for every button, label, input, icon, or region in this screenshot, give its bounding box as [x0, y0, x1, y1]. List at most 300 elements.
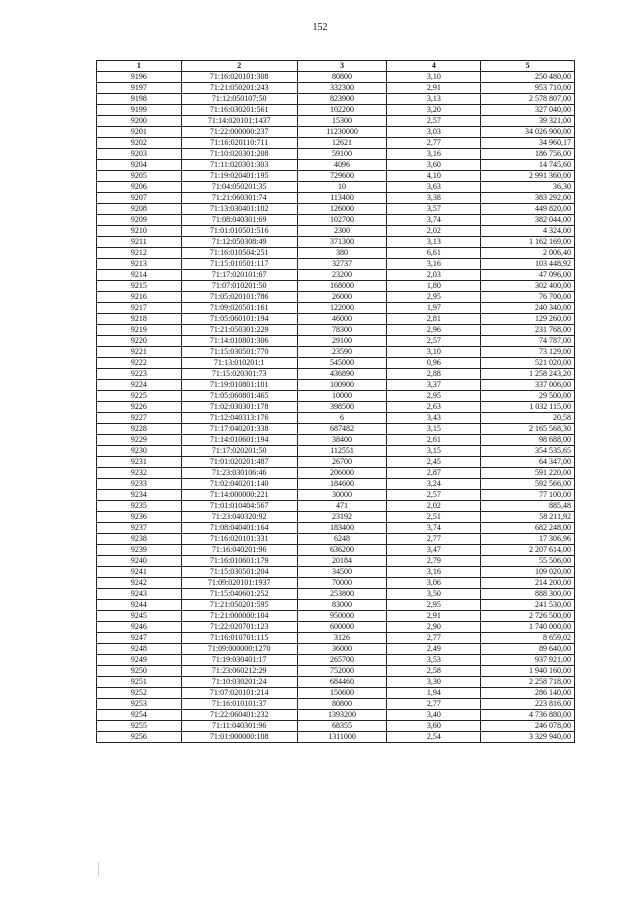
- rate-cell: 3,13: [387, 94, 481, 105]
- cadastral-number-cell: 71:07:010201:50: [181, 281, 297, 292]
- rate-cell: 3,15: [387, 446, 481, 457]
- cadastral-number-cell: 71:22:000000:237: [181, 127, 297, 138]
- value-cell: 354 535,65: [481, 446, 575, 457]
- table-row: [97, 325, 575, 336]
- area-cell: 122000: [297, 303, 387, 314]
- value-cell: 250 480,00: [481, 72, 575, 83]
- rate-cell: 3,74: [387, 215, 481, 226]
- area-cell: 36000: [297, 644, 387, 655]
- rate-cell: 3,16: [387, 259, 481, 270]
- value-cell: 2 207 614,00: [481, 545, 575, 556]
- cadastral-number-cell: 71:19:010801:101: [181, 380, 297, 391]
- rate-cell: 2,96: [387, 325, 481, 336]
- area-cell: 2300: [297, 226, 387, 237]
- table-row: [97, 633, 575, 644]
- rate-cell: 2,57: [387, 336, 481, 347]
- page-number: 152: [312, 22, 328, 33]
- rate-cell: 3,10: [387, 347, 481, 358]
- rate-cell: 2,57: [387, 490, 481, 501]
- row-number-cell: 9215: [97, 281, 182, 292]
- table-row: [97, 116, 575, 127]
- area-cell: 70000: [297, 578, 387, 589]
- area-cell: 100900: [297, 380, 387, 391]
- value-cell: 2 991 360,00: [481, 171, 575, 182]
- value-cell: 2 726 500,00: [481, 611, 575, 622]
- rate-cell: 3,60: [387, 721, 481, 732]
- cadastral-number-cell: 71:11:040301:96: [181, 721, 297, 732]
- area-cell: 32737: [297, 259, 387, 270]
- value-cell: 888 300,00: [481, 589, 575, 600]
- table-row: [97, 94, 575, 105]
- rate-cell: 0,96: [387, 358, 481, 369]
- row-number-cell: 9254: [97, 710, 182, 721]
- area-cell: 102200: [297, 105, 387, 116]
- row-number-cell: 9244: [97, 600, 182, 611]
- rate-cell: 6,61: [387, 248, 481, 259]
- row-number-cell: 9218: [97, 314, 182, 325]
- value-cell: 286 140,00: [481, 688, 575, 699]
- row-number-cell: 9233: [97, 479, 182, 490]
- row-number-cell: 9196: [97, 72, 182, 83]
- value-cell: 682 248,00: [481, 523, 575, 534]
- cadastral-number-cell: 71:05:060101:194: [181, 314, 297, 325]
- row-number-cell: 9219: [97, 325, 182, 336]
- rate-cell: 2,45: [387, 457, 481, 468]
- rate-cell: 3,24: [387, 479, 481, 490]
- value-cell: 246 078,00: [481, 721, 575, 732]
- cadastral-number-cell: 71:05:020101:786: [181, 292, 297, 303]
- value-cell: 231 768,00: [481, 325, 575, 336]
- table-row: [97, 512, 575, 523]
- row-number-cell: 9229: [97, 435, 182, 446]
- rate-cell: 3,20: [387, 105, 481, 116]
- row-number-cell: 9241: [97, 567, 182, 578]
- cadastral-number-cell: 71:07:020101:214: [181, 688, 297, 699]
- row-number-cell: 9210: [97, 226, 182, 237]
- row-number-cell: 9250: [97, 666, 182, 677]
- row-number-cell: 9208: [97, 204, 182, 215]
- rate-cell: 2,88: [387, 369, 481, 380]
- area-cell: 126000: [297, 204, 387, 215]
- value-cell: 3 329 940,00: [481, 732, 575, 743]
- cadastral-number-cell: 71:09:020501:161: [181, 303, 297, 314]
- cadastral-number-cell: 71:12:050107:50: [181, 94, 297, 105]
- value-cell: 241 530,00: [481, 600, 575, 611]
- cadastral-number-cell: 71:05:060801:465: [181, 391, 297, 402]
- value-cell: 74 787,00: [481, 336, 575, 347]
- rate-cell: 2,58: [387, 666, 481, 677]
- cadastral-number-cell: 71:17:020101:67: [181, 270, 297, 281]
- cadastral-number-cell: 71:14:010801:306: [181, 336, 297, 347]
- row-number-cell: 9253: [97, 699, 182, 710]
- value-cell: 2 578 807,00: [481, 94, 575, 105]
- table-row: [97, 83, 575, 94]
- value-cell: 1 162 169,00: [481, 237, 575, 248]
- table-row: [97, 259, 575, 270]
- value-cell: 77 100,00: [481, 490, 575, 501]
- table-row: [97, 380, 575, 391]
- table-row: [97, 413, 575, 424]
- table-row: [97, 391, 575, 402]
- cadastral-number-cell: 71:17:020201:50: [181, 446, 297, 457]
- rate-cell: 3,60: [387, 160, 481, 171]
- cadastral-number-cell: 71:19:030401:17: [181, 655, 297, 666]
- cadastral-number-cell: 71:16:030201:561: [181, 105, 297, 116]
- row-number-cell: 9212: [97, 248, 182, 259]
- row-number-cell: 9247: [97, 633, 182, 644]
- value-cell: 382 044,00: [481, 215, 575, 226]
- area-cell: 332300: [297, 83, 387, 94]
- table-row: [97, 721, 575, 732]
- row-number-cell: 9252: [97, 688, 182, 699]
- rate-cell: 2,51: [387, 512, 481, 523]
- table-row: [97, 655, 575, 666]
- value-cell: 109 020,00: [481, 567, 575, 578]
- area-cell: 78300: [297, 325, 387, 336]
- rate-cell: 3,38: [387, 193, 481, 204]
- area-cell: 26700: [297, 457, 387, 468]
- table-row: [97, 732, 575, 743]
- row-number-cell: 9209: [97, 215, 182, 226]
- rate-cell: 2,77: [387, 138, 481, 149]
- rate-cell: 2,91: [387, 83, 481, 94]
- table-row: [97, 468, 575, 479]
- table-row: [97, 567, 575, 578]
- cadastral-number-cell: 71:14:000000:221: [181, 490, 297, 501]
- value-cell: 449 820,00: [481, 204, 575, 215]
- table-row: [97, 226, 575, 237]
- row-number-cell: 9236: [97, 512, 182, 523]
- area-cell: 3126: [297, 633, 387, 644]
- area-cell: 398500: [297, 402, 387, 413]
- rate-cell: 2,54: [387, 732, 481, 743]
- table-row: [97, 644, 575, 655]
- rate-cell: 2,81: [387, 314, 481, 325]
- table-row: [97, 710, 575, 721]
- table-row: [97, 292, 575, 303]
- rate-cell: 3,10: [387, 72, 481, 83]
- area-cell: 6: [297, 413, 387, 424]
- cadastral-number-cell: 71:22:020701:123: [181, 622, 297, 633]
- value-cell: 17 306,96: [481, 534, 575, 545]
- row-number-cell: 9214: [97, 270, 182, 281]
- area-cell: 23200: [297, 270, 387, 281]
- value-cell: 73 129,00: [481, 347, 575, 358]
- table-row: [97, 204, 575, 215]
- table-row: [97, 369, 575, 380]
- area-cell: 68355: [297, 721, 387, 732]
- table-row: [97, 358, 575, 369]
- row-number-cell: 9245: [97, 611, 182, 622]
- table-row: [97, 270, 575, 281]
- rate-cell: 1,80: [387, 281, 481, 292]
- table-row: [97, 446, 575, 457]
- area-cell: 23192: [297, 512, 387, 523]
- cadastral-number-cell: 71:21:050201:243: [181, 83, 297, 94]
- table-row: [97, 677, 575, 688]
- cadastral-number-cell: 71:16:010701:115: [181, 633, 297, 644]
- rate-cell: 2,77: [387, 699, 481, 710]
- cadastral-number-cell: 71:12:040313:176: [181, 413, 297, 424]
- table-row: [97, 490, 575, 501]
- table-row: [97, 545, 575, 556]
- scan-mark: [98, 862, 99, 876]
- value-cell: 937 921,00: [481, 655, 575, 666]
- cadastral-number-cell: 71:01:020201:487: [181, 457, 297, 468]
- rate-cell: 2,90: [387, 622, 481, 633]
- table-header-row: [97, 61, 575, 72]
- area-cell: 80800: [297, 72, 387, 83]
- table-row: [97, 347, 575, 358]
- value-cell: 953 710,00: [481, 83, 575, 94]
- column-header-4: 4: [387, 61, 481, 72]
- cadastral-number-cell: 71:15:030501:770: [181, 347, 297, 358]
- rate-cell: 3,15: [387, 424, 481, 435]
- rate-cell: 3,03: [387, 127, 481, 138]
- table-row: [97, 149, 575, 160]
- value-cell: 240 340,00: [481, 303, 575, 314]
- area-cell: 545000: [297, 358, 387, 369]
- cadastral-number-cell: 71:21:050301:229: [181, 325, 297, 336]
- cadastral-number-cell: 71:08:040401:164: [181, 523, 297, 534]
- rate-cell: 2,61: [387, 435, 481, 446]
- rate-cell: 2,49: [387, 644, 481, 655]
- data-table: [96, 60, 575, 743]
- rate-cell: 2,57: [387, 116, 481, 127]
- area-cell: 112551: [297, 446, 387, 457]
- area-cell: 38400: [297, 435, 387, 446]
- row-number-cell: 9223: [97, 369, 182, 380]
- cadastral-number-cell: 71:10:020301:208: [181, 149, 297, 160]
- table-row: [97, 457, 575, 468]
- cadastral-number-cell: 71:04:050201:35: [181, 182, 297, 193]
- value-cell: 591 220,00: [481, 468, 575, 479]
- table-row: [97, 314, 575, 325]
- value-cell: 521 020,00: [481, 358, 575, 369]
- cadastral-number-cell: 71:16:040201:96: [181, 545, 297, 556]
- value-cell: 327 040,00: [481, 105, 575, 116]
- row-number-cell: 9234: [97, 490, 182, 501]
- table-row: [97, 248, 575, 259]
- cadastral-number-cell: 71:08:040301:69: [181, 215, 297, 226]
- area-cell: 184600: [297, 479, 387, 490]
- cadastral-number-cell: 71:22:060401:232: [181, 710, 297, 721]
- area-cell: 600000: [297, 622, 387, 633]
- value-cell: 2 258 718,00: [481, 677, 575, 688]
- value-cell: 89 640,00: [481, 644, 575, 655]
- value-cell: 8 659,02: [481, 633, 575, 644]
- area-cell: 26000: [297, 292, 387, 303]
- rate-cell: 2,91: [387, 611, 481, 622]
- row-number-cell: 9206: [97, 182, 182, 193]
- area-cell: 6248: [297, 534, 387, 545]
- value-cell: 20,58: [481, 413, 575, 424]
- cadastral-number-cell: 71:21:050201:595: [181, 600, 297, 611]
- row-number-cell: 9213: [97, 259, 182, 270]
- table-row: [97, 556, 575, 567]
- cadastral-number-cell: 71:15:030501:204: [181, 567, 297, 578]
- row-number-cell: 9199: [97, 105, 182, 116]
- area-cell: 12621: [297, 138, 387, 149]
- rate-cell: 3,16: [387, 149, 481, 160]
- cadastral-number-cell: 71:21:000000:104: [181, 611, 297, 622]
- table-row: [97, 138, 575, 149]
- value-cell: 337 006,00: [481, 380, 575, 391]
- area-cell: 113400: [297, 193, 387, 204]
- area-cell: 684460: [297, 677, 387, 688]
- area-cell: 823900: [297, 94, 387, 105]
- row-number-cell: 9203: [97, 149, 182, 160]
- cadastral-number-cell: 71:13:030401:102: [181, 204, 297, 215]
- cadastral-number-cell: 71:12:050308:49: [181, 237, 297, 248]
- row-number-cell: 9202: [97, 138, 182, 149]
- table-row: [97, 534, 575, 545]
- row-number-cell: 9204: [97, 160, 182, 171]
- area-cell: 1393200: [297, 710, 387, 721]
- cadastral-number-cell: 71:09:000000:1270: [181, 644, 297, 655]
- cadastral-number-cell: 71:02:040201:140: [181, 479, 297, 490]
- row-number-cell: 9224: [97, 380, 182, 391]
- row-number-cell: 9240: [97, 556, 182, 567]
- table-row: [97, 303, 575, 314]
- area-cell: 29100: [297, 336, 387, 347]
- table-row: [97, 237, 575, 248]
- cadastral-number-cell: 71:16:020101:331: [181, 534, 297, 545]
- rate-cell: 1,97: [387, 303, 481, 314]
- rate-cell: 3,13: [387, 237, 481, 248]
- area-cell: 265700: [297, 655, 387, 666]
- value-cell: 29 500,00: [481, 391, 575, 402]
- area-cell: 150600: [297, 688, 387, 699]
- value-cell: 64 347,00: [481, 457, 575, 468]
- value-cell: 214 200,00: [481, 578, 575, 589]
- rate-cell: 2,63: [387, 402, 481, 413]
- rate-cell: 2,77: [387, 534, 481, 545]
- row-number-cell: 9198: [97, 94, 182, 105]
- rate-cell: 3,47: [387, 545, 481, 556]
- value-cell: 1 258 243,20: [481, 369, 575, 380]
- rate-cell: 2,79: [387, 556, 481, 567]
- table-row: [97, 479, 575, 490]
- row-number-cell: 9211: [97, 237, 182, 248]
- area-cell: 59100: [297, 149, 387, 160]
- value-cell: 4 324,00: [481, 226, 575, 237]
- row-number-cell: 9207: [97, 193, 182, 204]
- value-cell: 58 211,92: [481, 512, 575, 523]
- table-row: [97, 127, 575, 138]
- value-cell: 383 292,00: [481, 193, 575, 204]
- area-cell: 168000: [297, 281, 387, 292]
- row-number-cell: 9251: [97, 677, 182, 688]
- value-cell: 39 321,00: [481, 116, 575, 127]
- row-number-cell: 9201: [97, 127, 182, 138]
- cadastral-number-cell: 71:16:020101:308: [181, 72, 297, 83]
- rate-cell: 4,10: [387, 171, 481, 182]
- value-cell: 186 756,00: [481, 149, 575, 160]
- row-number-cell: 9246: [97, 622, 182, 633]
- rate-cell: 3,63: [387, 182, 481, 193]
- cadastral-number-cell: 71:01:010501:516: [181, 226, 297, 237]
- rate-cell: 3,06: [387, 578, 481, 589]
- column-header-2: 2: [181, 61, 297, 72]
- value-cell: 34 960,17: [481, 138, 575, 149]
- table-row: [97, 402, 575, 413]
- row-number-cell: 9256: [97, 732, 182, 743]
- row-number-cell: 9227: [97, 413, 182, 424]
- cadastral-number-cell: 71:13:010201:1: [181, 358, 297, 369]
- area-cell: 4096: [297, 160, 387, 171]
- row-number-cell: 9237: [97, 523, 182, 534]
- cadastral-number-cell: 71:16:010101:37: [181, 699, 297, 710]
- value-cell: 1 032 115,00: [481, 402, 575, 413]
- rate-cell: 2,95: [387, 391, 481, 402]
- cadastral-number-cell: 71:01:010404:567: [181, 501, 297, 512]
- cadastral-number-cell: 71:14:020101:1437: [181, 116, 297, 127]
- table-row: [97, 281, 575, 292]
- value-cell: 129 260,00: [481, 314, 575, 325]
- value-cell: 2 165 568,30: [481, 424, 575, 435]
- value-cell: 76 700,00: [481, 292, 575, 303]
- value-cell: 885,48: [481, 501, 575, 512]
- cadastral-number-cell: 71:23:030106:46: [181, 468, 297, 479]
- table-row: [97, 193, 575, 204]
- cadastral-number-cell: 71:15:010501:117: [181, 259, 297, 270]
- row-number-cell: 9220: [97, 336, 182, 347]
- area-cell: 10: [297, 182, 387, 193]
- rate-cell: 2,87: [387, 468, 481, 479]
- rate-cell: 2,02: [387, 226, 481, 237]
- area-cell: 729600: [297, 171, 387, 182]
- value-cell: 103 448,92: [481, 259, 575, 270]
- row-number-cell: 9217: [97, 303, 182, 314]
- table-row: [97, 589, 575, 600]
- rate-cell: 2,95: [387, 600, 481, 611]
- row-number-cell: 9231: [97, 457, 182, 468]
- value-cell: 14 745,60: [481, 160, 575, 171]
- area-cell: 206000: [297, 468, 387, 479]
- area-cell: 380: [297, 248, 387, 259]
- value-cell: 223 816,00: [481, 699, 575, 710]
- area-cell: 34500: [297, 567, 387, 578]
- area-cell: 950000: [297, 611, 387, 622]
- row-number-cell: 9232: [97, 468, 182, 479]
- row-number-cell: 9225: [97, 391, 182, 402]
- rate-cell: 2,95: [387, 292, 481, 303]
- value-cell: 98 688,00: [481, 435, 575, 446]
- area-cell: 436890: [297, 369, 387, 380]
- cadastral-number-cell: 71:16:010601:179: [181, 556, 297, 567]
- area-cell: 30000: [297, 490, 387, 501]
- area-cell: 11230000: [297, 127, 387, 138]
- row-number-cell: 9238: [97, 534, 182, 545]
- cadastral-number-cell: 71:21:060301:74: [181, 193, 297, 204]
- value-cell: 2 006,40: [481, 248, 575, 259]
- row-number-cell: 9255: [97, 721, 182, 732]
- row-number-cell: 9235: [97, 501, 182, 512]
- table-row: [97, 600, 575, 611]
- rate-cell: 3,74: [387, 523, 481, 534]
- table-row: [97, 688, 575, 699]
- row-number-cell: 9205: [97, 171, 182, 182]
- row-number-cell: 9228: [97, 424, 182, 435]
- table-row: [97, 666, 575, 677]
- rate-cell: 2,03: [387, 270, 481, 281]
- area-cell: 80800: [297, 699, 387, 710]
- cadastral-number-cell: 71:16:020110:711: [181, 138, 297, 149]
- area-cell: 371300: [297, 237, 387, 248]
- cadastral-number-cell: 71:11:020301:303: [181, 160, 297, 171]
- row-number-cell: 9248: [97, 644, 182, 655]
